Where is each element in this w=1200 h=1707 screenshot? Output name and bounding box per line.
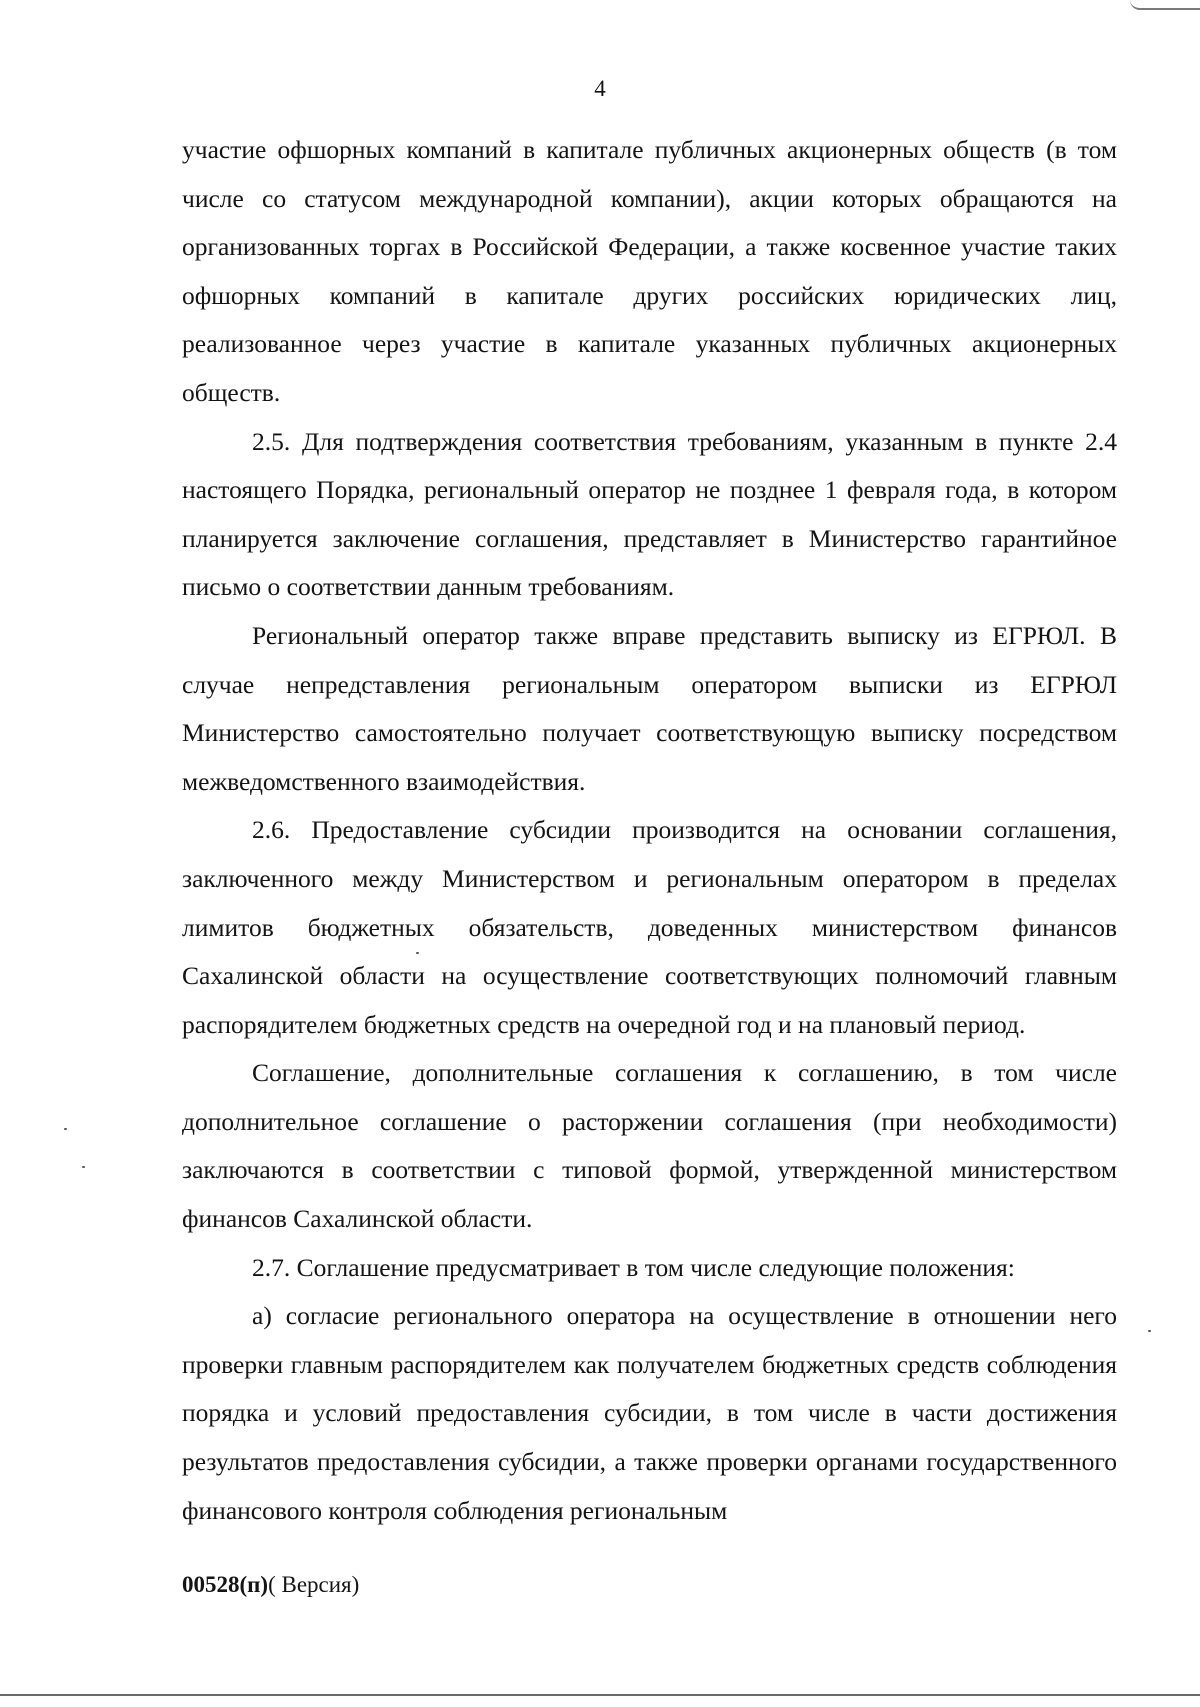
document-footer xyxy=(182,1572,359,1598)
paragraph-2-6: 2.6. Предоставление субсидии производится на основании соглашения, заключенного между Министерством и региональным оператором в пределах лимитов бюджетных обязательств, доведенных министерством финансов Сахалинской области на осуществление соответствующих полномочий главным распорядителем бюджетных средств на очередной год и на плановый период. xyxy=(182,815,1117,1039)
scan-corner-mark xyxy=(1130,0,1200,10)
paragraph-egrul-extract: Региональный оператор также вправе представить выписку из ЕГРЮЛ. В случае непредставления региональным оператором выписки из ЕГРЮЛ Министерство самостоятельно получает соответствующую выписку посредством межведомственного взаимодействия. xyxy=(182,620,1117,796)
scan-bottom-edge xyxy=(0,1694,1200,1696)
paragraph-2-7: 2.7. Соглашение предусматривает в том числе следующие положения: xyxy=(252,1252,1015,1282)
document-code: 00528(п) xyxy=(182,1572,269,1597)
document-body xyxy=(182,126,1117,1535)
scan-speck xyxy=(82,1166,85,1168)
paragraph-offshore-participation: участие офшорных компаний в капитале публичных акционерных обществ (в том числе со статусом международной компании), акции которых обращаются на организованных торгах в Российской Федерации, а также косвенное участие таких офшорных компаний в капитале других российских юридических лиц, реализованное через участие в капитале указанных публичных акционерных обществ. xyxy=(182,135,1117,407)
page-number: 4 xyxy=(594,76,606,101)
scan-speck xyxy=(1148,1330,1151,1332)
scan-speck xyxy=(64,1128,67,1130)
document-version: ( Версия) xyxy=(268,1572,360,1597)
scan-speck xyxy=(416,952,419,954)
paragraph-2-5: 2.5. Для подтверждения соответствия требованиям, указанным в пункте 2.4 настоящего Порядка, региональный оператор не позднее 1 февраля года, в котором планируется заключение соглашения, представляет в Министерство гарантийное письмо о соответствии данным требованиям. xyxy=(182,426,1117,602)
paragraph-agreement-forms: Соглашение, дополнительные соглашения к соглашению, в том числе дополнительное соглашение о расторжении соглашения (при необходимости) заключаются в соответствии с типовой формой, утвержденной министерством финансов Сахалинской области. xyxy=(182,1058,1117,1234)
paragraph-item-a: а) согласие регионального оператора на осуществление в отношении него проверки главным распорядителем как получателем бюджетных средств соблюдения порядка и условий предоставления субсидии, в том числе в части достижения результатов предоставления субсидии, а также проверки органами государственного финансового контроля соблюдения региональным xyxy=(182,1301,1117,1525)
